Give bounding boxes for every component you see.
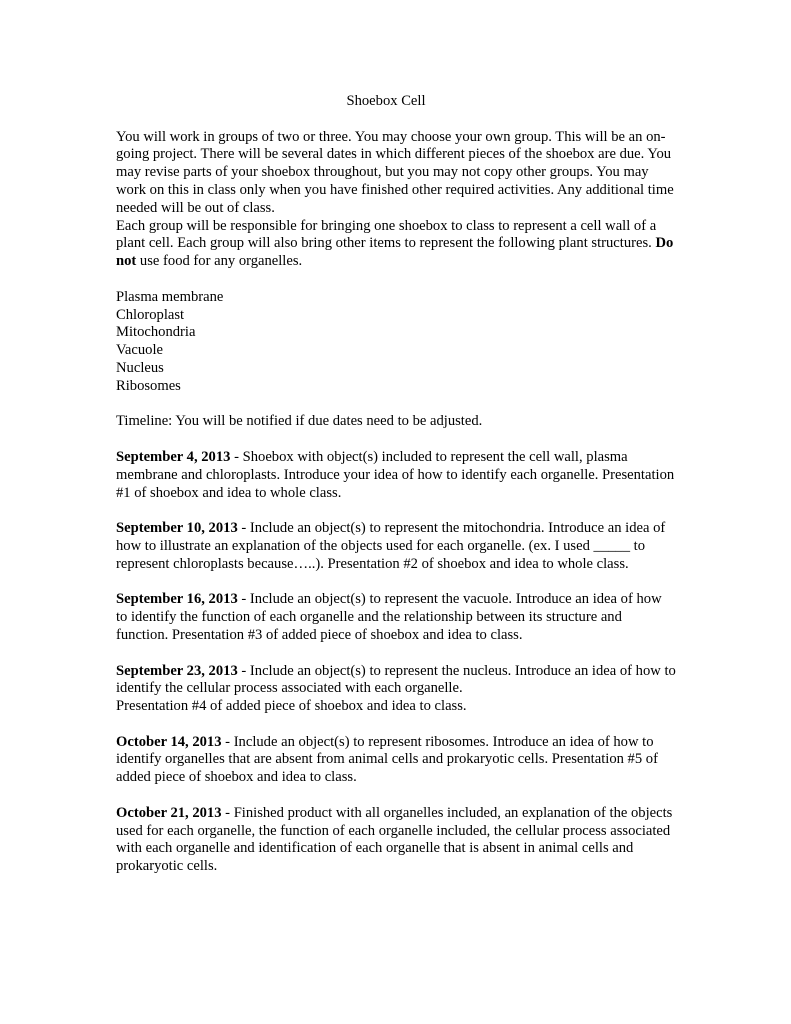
intro-paragraph-2-bold: Do not [116,235,674,270]
intro-paragraph-2 [116,218,676,271]
timeline-entry-3 [116,591,676,644]
document-page [116,93,676,894]
intro-paragraph-2-text-a: Each group will be responsible for bringing one shoebox to class to represent a cell wall of a plant cell. Each group will also bring other items to represent the following plant structures. [116,217,657,252]
entry-text: - Include an object(s) to represent ribosomes. Introduce an idea of how to identify organelles that are absent from animal cells and prokaryotic cells. Presentation #5 of added piece of shoebox and idea to class. [116,733,658,786]
entry-text: - Finished product with all organelles included, an explanation of the objects used for each organelle, the function of each organelle included, the cellular process associated with each organelle and identification of each organelle that is absent in animal cells and prokaryotic cells. [116,804,673,875]
timeline-entry-5 [116,734,676,787]
list-item: Ribosomes [116,377,181,394]
list-item: Vacuole [116,342,164,359]
entry-date: September 16, 2013 [116,591,238,608]
list-item: Nucleus [116,359,164,376]
intro-paragraph-1: You will work in groups of two or three. You may choose your own group. This will be an on-going project. There will be several dates in which different pieces of the shoebox are due. You may revise parts of your shoebox throughout, but you may not copy other groups. You may work on this in class only when you have finished other required activities. Any additional time needed will be out of class. [116,128,674,216]
list-item: Chloroplast [116,306,185,323]
intro-paragraph-2-text-b: use food for any organelles. [136,253,303,270]
spacer [116,396,676,414]
entry-text: - Shoebox with object(s) included to represent the cell wall, plasma membrane and chloroplasts. Introduce your idea of how to identify each organelle. Presentation #1 of shoebox and idea to whole class. [116,448,675,501]
entry-text: - Include an object(s) to represent the vacuole. Introduce an idea of how to identify the function of each organelle and the relationship between its structure and function. Presentation #3 of added piece of shoebox and idea to class. [116,591,662,643]
entry-date: September 4, 2013 [116,448,231,465]
fill-in-blank: _____ [593,537,631,554]
timeline-note: Timeline: You will be notified if due dates need to be adjusted. [116,413,483,430]
document-title: Shoebox Cell [346,93,426,109]
list-item: Mitochondria [116,324,196,341]
timeline-entry-6 [116,805,676,876]
entry-text: - Include an object(s) to represent the mitochondria. Introduce an idea of how to illustrate an explanation of the objects used for each organelle. (ex. I used [116,520,666,554]
spacer [116,271,676,289]
entry-date: October 21, 2013 [116,804,222,821]
entry-date: September 23, 2013 [116,662,238,679]
entry-text: to represent chloroplasts because…..). Presentation #2 of shoebox and idea to whole class. [116,537,646,572]
entry-text-line-2: Presentation #4 of added piece of shoebox and idea to class. [116,698,467,715]
organelle-list [116,289,676,396]
entry-date: October 14, 2013 [116,733,222,750]
timeline-entry-1 [116,449,676,502]
entry-date: September 10, 2013 [116,520,238,537]
list-item: Plasma membrane [116,288,224,305]
timeline-entry-2 [116,520,676,573]
entry-text: - Include an object(s) to represent the nucleus. Introduce an idea of how to identify the cellular process associated with each organelle. [116,662,676,697]
timeline-entry-4 [116,663,676,716]
